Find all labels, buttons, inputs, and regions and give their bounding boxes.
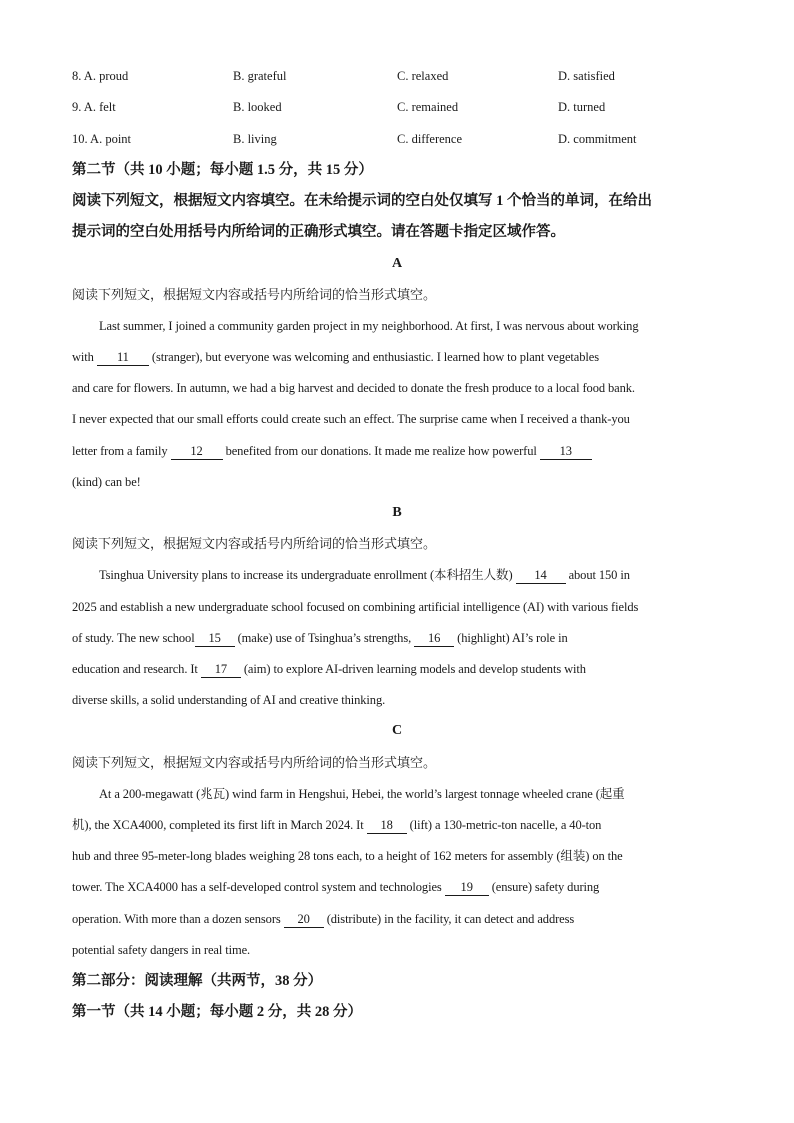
option-a: 8. A. proud — [72, 69, 129, 83]
section-heading: 第二节（共 10 小题；每小题 1.5 分，共 15 分） — [72, 162, 373, 178]
answer-blank-18[interactable]: 18 — [367, 818, 407, 834]
passage-a-instruction: 阅读下列短文，根据短文内容或括号内所给词的恰当形式填空。 — [72, 287, 437, 302]
passage-a-line-6: (kind) can be! — [72, 475, 141, 489]
passage-c-line-4: tower. The XCA4000 has a self-developed control system and technologies 19 (ensure) safety during — [72, 880, 600, 894]
passage-b-line-4: education and research. It 17 (aim) to explore AI-driven learning models and develop students with — [72, 662, 586, 676]
answer-blank-11[interactable]: 11 — [97, 350, 149, 366]
part-section-heading: 第一节（共 14 小题；每小题 2 分，共 28 分） — [72, 1004, 362, 1020]
option-b: B. living — [233, 132, 277, 146]
passage-b-line-1: Tsinghua University plans to increase its undergraduate enrollment (本科招生人数) 14 about 150 in — [99, 568, 630, 582]
answer-blank-17[interactable]: 17 — [201, 662, 241, 678]
passage-c-line-1: At a 200-megawatt (兆瓦) wind farm in Hengshui, Hebei, the world’s largest tonnage wheeled crane (起重 — [99, 787, 625, 801]
answer-blank-16[interactable]: 16 — [414, 631, 454, 647]
answer-blank-13[interactable]: 13 — [540, 444, 592, 460]
option-a: 10. A. point — [72, 132, 132, 146]
passage-a-line-2: with 11 (stranger), but everyone was welcoming and enthusiastic. I learned how to plant vegetables — [72, 350, 599, 364]
option-c: C. relaxed — [397, 69, 449, 83]
answer-blank-20[interactable]: 20 — [284, 912, 324, 928]
answer-blank-14[interactable]: 14 — [516, 568, 566, 584]
option-c: C. difference — [397, 132, 463, 146]
passage-c-line-6: potential safety dangers in real time. — [72, 943, 251, 957]
passage-label-b: B — [392, 505, 402, 520]
passage-c-line-5: operation. With more than a dozen sensors 20 (distribute) in the facility, it can detect and address — [72, 912, 575, 926]
passage-b-line-5: diverse skills, a solid understanding of AI and creative thinking. — [72, 693, 386, 707]
passage-c-line-2: 机), the XCA4000, completed its first lift in March 2024. It 18 (lift) a 130-metric-ton nacelle, a 40-ton — [72, 818, 602, 832]
passage-c-instruction: 阅读下列短文，根据短文内容或括号内所给词的恰当形式填空。 — [72, 755, 437, 770]
section-instruction-line-1: 阅读下列短文，根据短文内容填空。在未给提示词的空白处仅填写 1 个恰当的单词，在给出 — [72, 193, 652, 209]
passage-c-line-3: hub and three 95-meter-long blades weighing 28 tons each, to a height of 162 meters for assembly (组装) on the — [72, 849, 623, 863]
part-heading: 第二部分：阅读理解（共两节，38 分） — [72, 973, 323, 989]
option-c: C. remained — [397, 100, 459, 114]
option-d: D. turned — [558, 100, 606, 114]
option-b: B. looked — [233, 100, 282, 114]
passage-b-line-2: 2025 and establish a new undergraduate school focused on combining artificial intelligence (AI) with various fields — [72, 600, 639, 614]
passage-label-a: A — [391, 256, 403, 271]
section-instruction-line-2: 提示词的空白处用括号内所给词的正确形式填空。请在答题卡指定区域作答。 — [72, 224, 565, 240]
passage-b-line-3: of study. The new school 15 (make) use of Tsinghua’s strengths, 16 (highlight) AI’s role in — [72, 631, 568, 645]
option-d: D. satisfied — [558, 69, 615, 83]
option-d: D. commitment — [558, 132, 637, 146]
option-b: B. grateful — [233, 69, 287, 83]
passage-a-line-4: I never expected that our small efforts could create such an effect. The surprise came when I received a thank-you — [72, 412, 630, 426]
passage-b-instruction: 阅读下列短文，根据短文内容或括号内所给词的恰当形式填空。 — [72, 536, 437, 551]
passage-a-line-5: letter from a family 12 benefited from our donations. It made me realize how powerful 13 — [72, 441, 722, 461]
passage-label-c: C — [391, 723, 403, 738]
passage-a-line-1: Last summer, I joined a community garden project in my neighborhood. At first, I was nervous about working — [99, 319, 639, 333]
answer-blank-12[interactable]: 12 — [171, 444, 223, 460]
answer-blank-15[interactable]: 15 — [195, 631, 235, 647]
answer-blank-19[interactable]: 19 — [445, 880, 489, 896]
option-a: 9. A. felt — [72, 100, 116, 114]
passage-a-line-3: and care for flowers. In autumn, we had a big harvest and decided to donate the fresh produce to a local food bank. — [72, 381, 635, 395]
